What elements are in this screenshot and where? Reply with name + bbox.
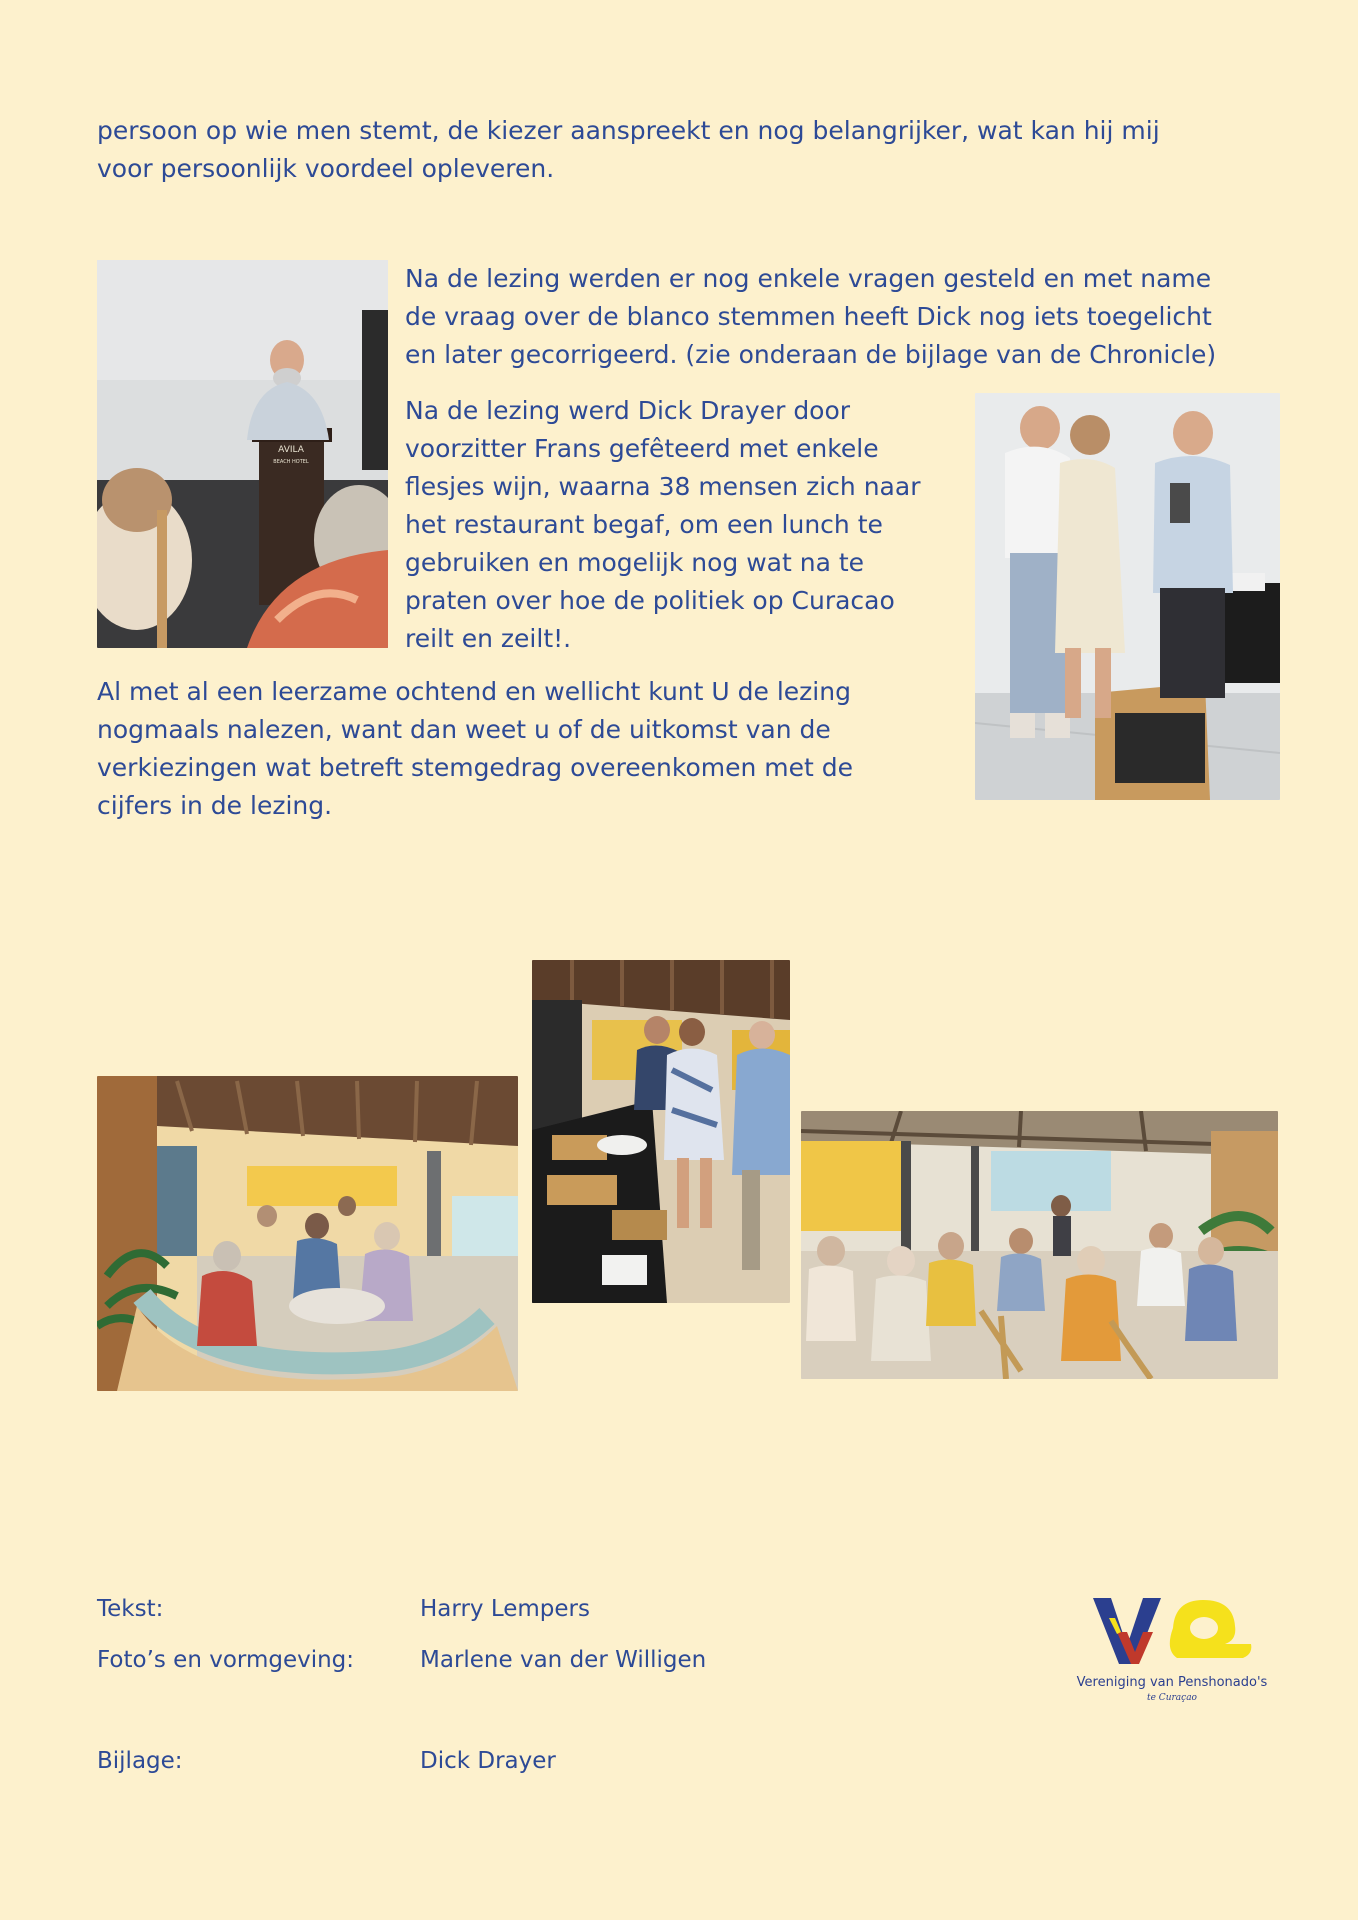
photo-buffet xyxy=(532,960,790,1303)
logo-sub: te Curaçao xyxy=(1147,1693,1197,1703)
logo-name: Vereniging van Penshonado's xyxy=(1076,1675,1268,1690)
honoring-line-4: het restaurant begaf, om een lunch te xyxy=(405,510,883,539)
credit-annex-value: Dick Drayer xyxy=(420,1748,556,1774)
honoring-line-1: Na de lezing werd Dick Drayer door xyxy=(405,396,851,425)
podium-sign-sub: BEACH HOTEL xyxy=(273,459,309,465)
photo-lunch-lounge xyxy=(97,1076,518,1391)
credit-photo-value: Marlene van der Willigen xyxy=(420,1647,707,1673)
conclusion-line-2: nogmaals nalezen, want dan weet u of de uitkomst van de xyxy=(97,715,831,744)
conclusion-line-3: verkiezingen wat betreft stemgedrag overeenkomen met de xyxy=(97,753,854,782)
conclusion-line-4: cijfers in de lezing. xyxy=(97,791,333,820)
honoring-line-6: praten over hoe de politiek op Curacao xyxy=(405,586,895,615)
conclusion-paragraph xyxy=(97,673,967,825)
photo-restaurant-crowd xyxy=(801,1111,1278,1379)
podium-sign: AVILA xyxy=(278,445,304,455)
questions-line-3: en later gecorrigeerd. (zie onderaan de bijlage van de Chronicle) xyxy=(405,340,1217,369)
credit-photo-label: Foto’s en vormgeving: xyxy=(97,1647,355,1673)
intro-line-1: persoon op wie men stemt, de kiezer aanspreekt en nog belangrijker, wat kan hij mij xyxy=(97,116,1160,145)
honoring-line-2: voorzitter Frans gefêteerd met enkele xyxy=(405,434,879,463)
honoring-line-3: flesjes wijn, waarna 38 mensen zich naar xyxy=(405,472,921,501)
photo-speaker-at-podium xyxy=(97,260,388,648)
conclusion-line-1: Al met al een leerzame ochtend en wellicht kunt U de lezing xyxy=(97,677,851,706)
questions-paragraph xyxy=(405,260,1305,374)
credit-annex-label: Bijlage: xyxy=(97,1748,183,1774)
intro-line-2: voor persoonlijk voordeel opleveren. xyxy=(97,154,555,183)
questions-line-2: de vraag over de blanco stemmen heeft Dick nog iets toegelicht xyxy=(405,302,1212,331)
honoring-line-7: reilt en zeilt!. xyxy=(405,624,572,653)
photo-speaker-honored xyxy=(975,393,1280,800)
intro-paragraph xyxy=(97,112,1277,188)
credit-text-label: Tekst: xyxy=(97,1596,164,1622)
credit-text-value: Harry Lempers xyxy=(420,1596,590,1622)
honoring-line-5: gebruiken en mogelijk nog wat na te xyxy=(405,548,865,577)
association-logo xyxy=(1065,1588,1280,1708)
questions-line-1: Na de lezing werden er nog enkele vragen gesteld en met name xyxy=(405,264,1212,293)
honoring-paragraph xyxy=(405,392,965,658)
